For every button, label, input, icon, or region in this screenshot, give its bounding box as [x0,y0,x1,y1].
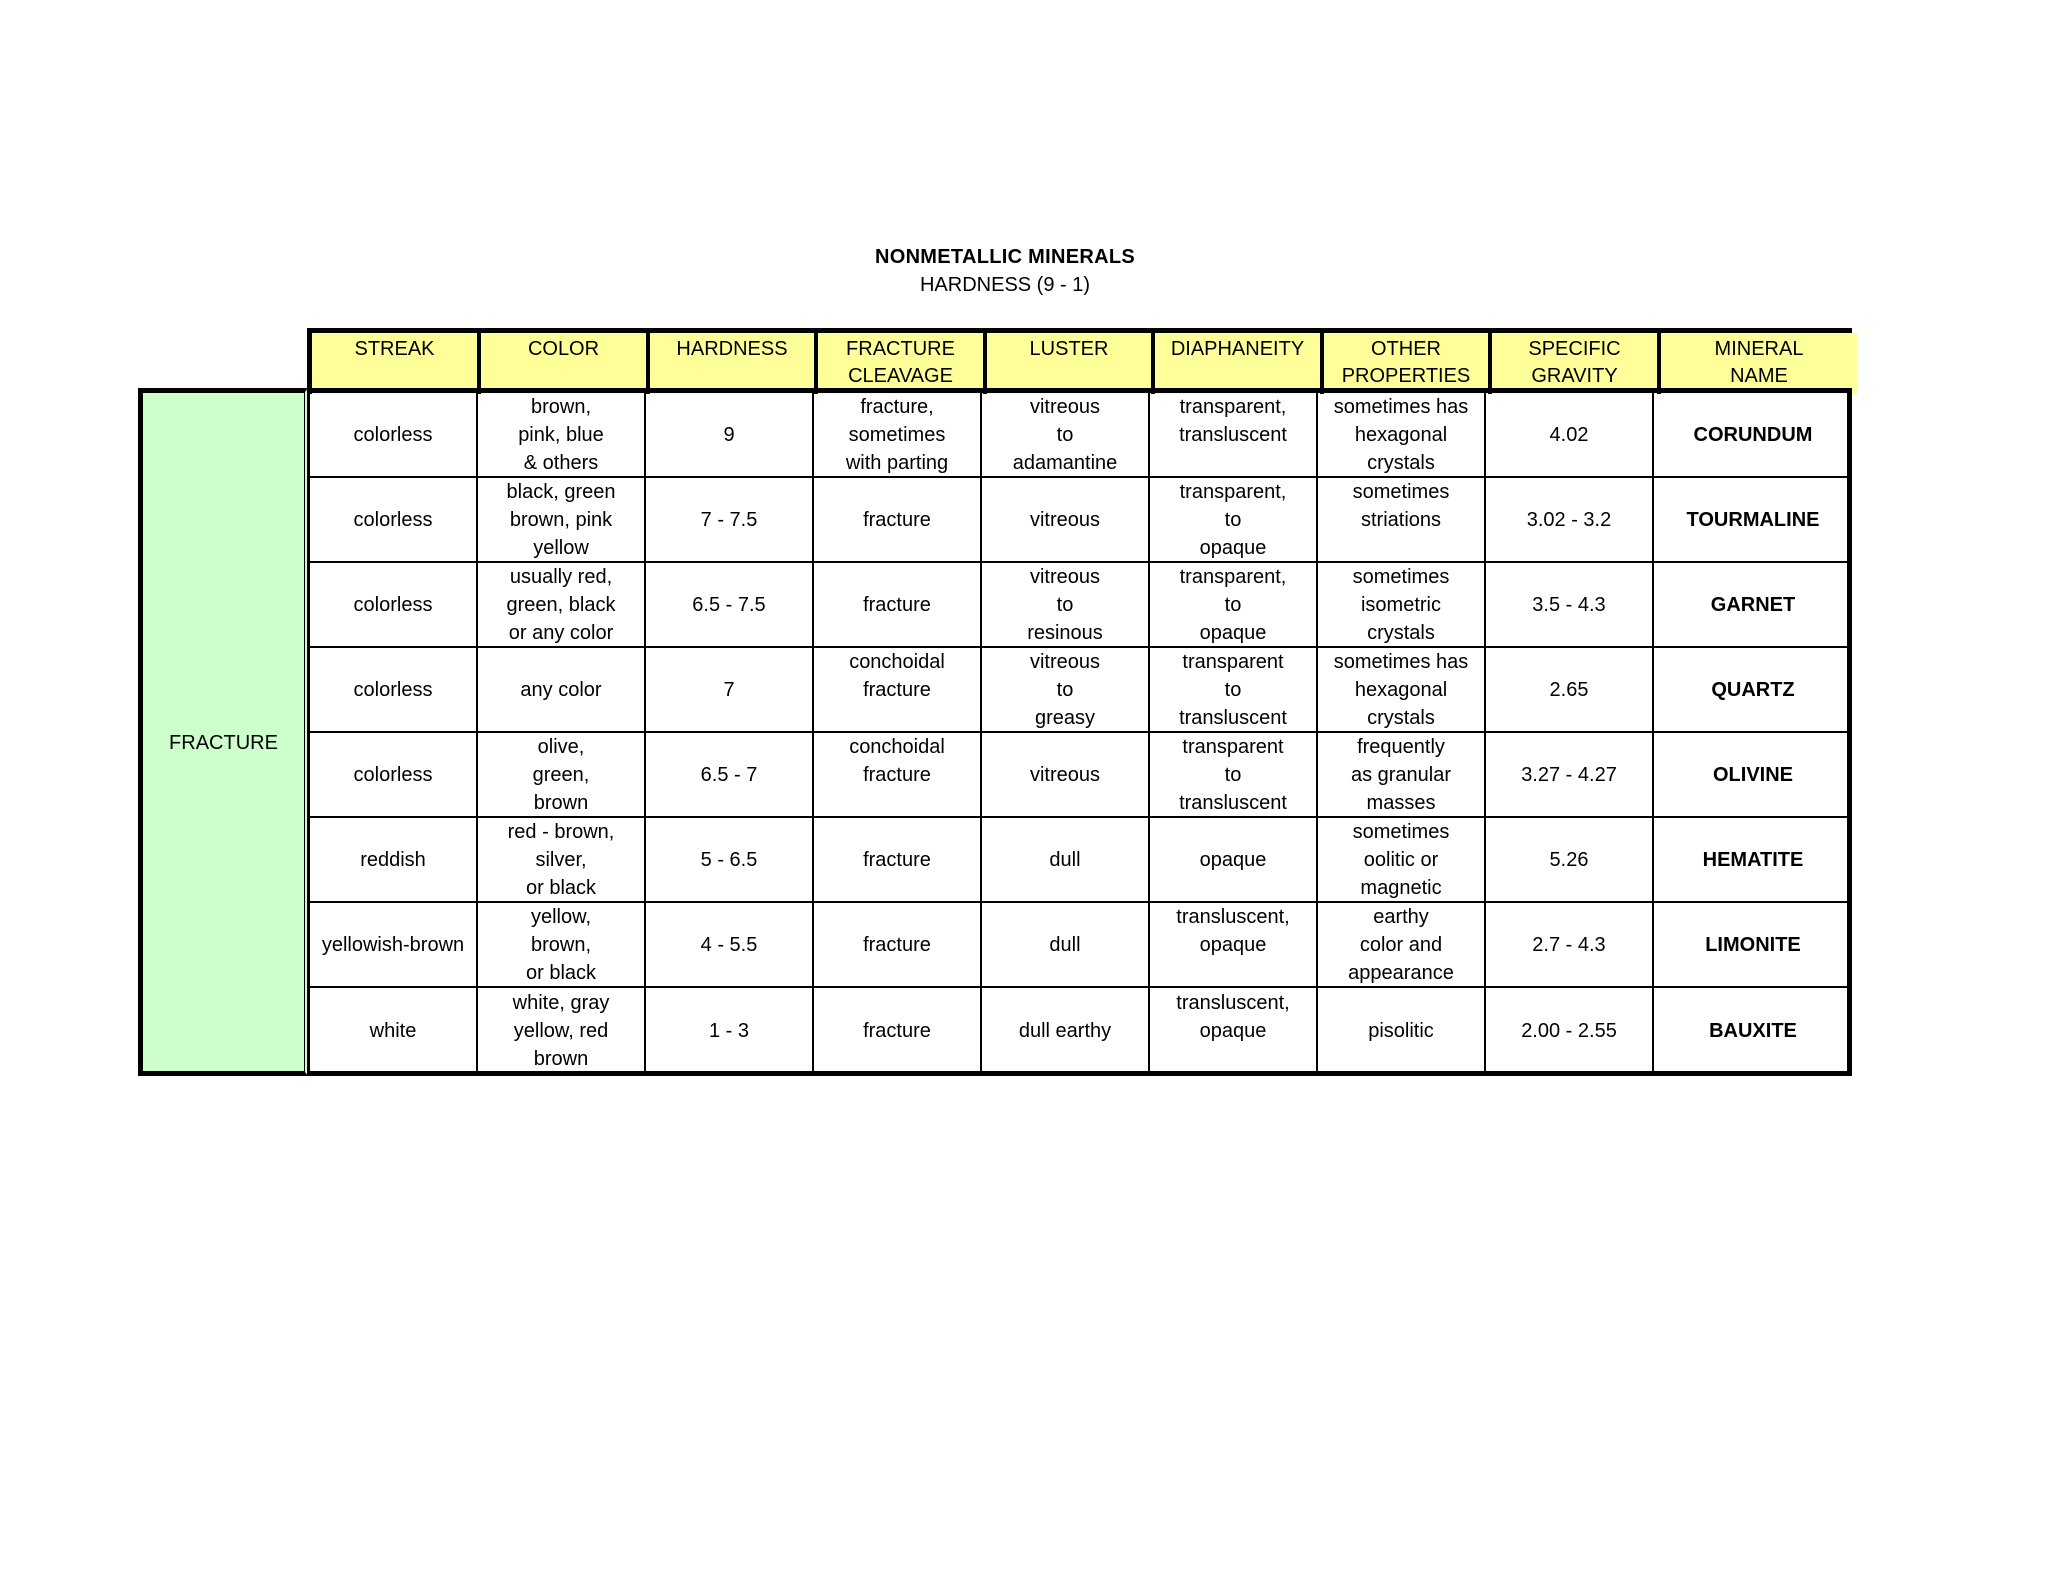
column-header-7 [1492,333,1661,394]
cell-line: 7 - 7.5 [700,508,758,531]
cell-luster [982,733,1150,816]
cell-other [1318,733,1486,816]
cell-line: hexagonal [1354,678,1448,701]
cell-line: conchoidal [849,735,945,758]
cell-gravity [1486,818,1654,901]
cell-line: earthy [1373,905,1429,928]
cell-name [1654,988,1852,1073]
cell-other [1318,818,1486,901]
cell-line: transluscent, [1176,991,1290,1014]
cell-line: 2.00 - 2.55 [1521,1019,1617,1042]
page-title: NONMETALLIC MINERALS [874,246,1136,268]
cell-color [478,818,646,901]
cell-gravity [1486,903,1654,986]
cell-diaphaneity [1150,818,1318,901]
cell-other [1318,393,1486,476]
cell-diaphaneity [1150,648,1318,731]
cell-line: fracture [863,593,931,616]
cell-streak [310,818,478,901]
cell-fracture [814,903,982,986]
cell-streak [310,393,478,476]
cell-line: fracture [863,848,931,871]
cell-line: sometimes [1352,480,1450,503]
cell-line: colorless [353,593,433,616]
cell-fracture [814,393,982,476]
cell-luster [982,393,1150,476]
cell-line [894,704,900,732]
cell-line: OLIVINE [1712,763,1793,786]
column-header-line: GRAVITY [1531,365,1618,387]
cell-diaphaneity [1150,393,1318,476]
cell-line: dull earthy [1018,1019,1112,1042]
cell-line: opaque [1199,621,1267,644]
cell-line: yellowish-brown [321,933,465,956]
cell-fracture [814,988,982,1073]
cell-hardness [646,733,814,816]
cell-gravity [1486,733,1654,816]
cell-line: brown [533,1047,589,1070]
cell-line: to [1056,593,1074,616]
cell-line: olive, [537,735,585,758]
table-row [310,563,1847,648]
cell-line: transparent, [1179,565,1287,588]
cell-fracture [814,733,982,816]
cell-line: 3.27 - 4.27 [1521,763,1617,786]
cell-line: dull [1049,848,1081,871]
cell-gravity [1486,988,1654,1073]
cell-streak [310,648,478,731]
cell-line: any color [520,678,602,701]
cell-streak [310,733,478,816]
column-header-1 [481,333,650,394]
column-header-5 [1155,333,1324,394]
cell-line: colorless [353,763,433,786]
cell-streak [310,563,478,646]
cell-line: sometimes has [1333,650,1469,673]
cell-gravity [1486,563,1654,646]
cell-line: crystals [1367,451,1435,474]
cell-line: GARNET [1710,593,1796,616]
cell-color [478,903,646,986]
cell-diaphaneity [1150,478,1318,561]
column-header-line: OTHER [1371,338,1441,360]
cell-fracture [814,648,982,731]
cell-line: conchoidal [849,650,945,673]
cell-line: appearance [1348,961,1454,984]
cell-line: LIMONITE [1705,933,1801,956]
cell-line: to [1224,678,1242,701]
cell-line: black, green [506,480,616,503]
cell-line: sometimes [1352,565,1450,588]
cell-line: vitreous [1029,508,1101,531]
cell-line: vitreous [1029,395,1101,418]
cell-gravity [1486,648,1654,731]
cell-luster [982,563,1150,646]
cell-hardness [646,478,814,561]
cell-line: yellow [533,536,589,559]
cell-line: isometric [1360,593,1441,616]
cell-line: vitreous [1029,565,1101,588]
cell-line: striations [1360,508,1442,531]
cell-hardness [646,903,814,986]
cell-streak [310,988,478,1073]
cell-line: opaque [1199,848,1267,871]
cell-line: brown, pink [509,508,613,531]
column-header-line: DIAPHANEITY [1170,338,1305,360]
table-header-row [307,328,1852,394]
cell-luster [982,988,1150,1073]
cell-name [1654,478,1852,561]
cell-line: masses [1366,791,1436,814]
cell-line: vitreous [1029,650,1101,673]
cell-line: greasy [1034,706,1096,729]
table-row [310,818,1847,903]
cell-name [1654,818,1852,901]
cell-name [1654,393,1852,476]
cell-fracture [814,563,982,646]
cell-fracture [814,818,982,901]
cell-line: 2.65 [1549,678,1589,701]
cell-line: brown [533,791,589,814]
cell-line: transparent [1182,735,1284,758]
table-row [310,988,1847,1073]
column-header-4 [987,333,1155,394]
cell-line: brown, [530,933,592,956]
cell-name [1654,903,1852,986]
cell-luster [982,478,1150,561]
column-header-line: NAME [1730,365,1788,387]
cell-line: 3.5 - 4.3 [1532,593,1606,616]
cell-line: brown, [530,395,592,418]
table-row [310,393,1847,478]
column-header-line: COLOR [527,338,600,360]
cell-line: yellow, [530,905,592,928]
column-header-3 [818,333,987,394]
cell-line: dull [1049,933,1081,956]
cell-luster [982,903,1150,986]
cell-line: to [1224,508,1242,531]
cell-color [478,478,646,561]
cell-line: green, [532,763,590,786]
cell-line: hexagonal [1354,423,1448,446]
cell-line: transluscent, [1176,905,1290,928]
cell-line: colorless [353,678,433,701]
cell-line: crystals [1367,621,1435,644]
cell-line: 2.7 - 4.3 [1532,933,1606,956]
cell-line: pink, blue [518,423,604,446]
cell-line: 5 - 6.5 [700,848,758,871]
cell-hardness [646,648,814,731]
cell-line [894,789,900,817]
page-subtitle: HARDNESS (9 - 1) [919,274,1091,296]
cell-color [478,733,646,816]
cell-line: to [1056,678,1074,701]
table-row [310,733,1847,818]
cell-line: BAUXITE [1709,1019,1797,1042]
cell-streak [310,903,478,986]
cell-name [1654,648,1852,731]
cell-line: transluscent [1179,423,1287,446]
cell-line: color and [1359,933,1443,956]
cell-line: 3.02 - 3.2 [1526,508,1612,531]
cell-line: 4 - 5.5 [700,933,758,956]
cell-line: adamantine [1012,451,1118,474]
cell-line: opaque [1199,536,1267,559]
cell-line: CORUNDUM [1693,423,1813,446]
side-label-cell [138,388,308,1076]
cell-line: fracture, [860,395,934,418]
cell-line: fracture [863,508,931,531]
cell-hardness [646,563,814,646]
cell-line: QUARTZ [1711,678,1795,701]
cell-line: 9 [723,423,735,446]
cell-diaphaneity [1150,903,1318,986]
cell-line: as granular [1350,763,1452,786]
cell-line: fracture [863,1019,931,1042]
cell-line: oolitic or [1363,848,1439,871]
cell-line: opaque [1199,1019,1267,1042]
cell-line: transluscent [1179,791,1287,814]
cell-color [478,988,646,1073]
minerals-table [308,388,1852,1076]
cell-line: 5.26 [1549,848,1589,871]
cell-line: crystals [1367,706,1435,729]
cell-hardness [646,818,814,901]
cell-line: transluscent [1179,706,1287,729]
cell-other [1318,648,1486,731]
cell-line: or black [525,876,597,899]
table-row [310,903,1847,988]
cell-line: TOURMALINE [1686,508,1820,531]
cell-line: fracture [863,678,931,701]
cell-line: opaque [1199,933,1267,956]
cell-diaphaneity [1150,733,1318,816]
cell-line: & others [523,451,599,474]
cell-line: silver, [535,848,587,871]
cell-line: to [1056,423,1074,446]
cell-line: white [369,1019,417,1042]
cell-line: 7 [723,678,735,701]
cell-line: 6.5 - 7.5 [692,593,766,616]
cell-line: 1 - 3 [708,1019,750,1042]
cell-line: pisolitic [1368,1019,1434,1042]
cell-line: or any color [508,621,614,644]
cell-line: usually red, [509,565,613,588]
column-header-line: CLEAVAGE [848,365,953,387]
column-header-2 [650,333,818,394]
cell-other [1318,563,1486,646]
cell-line: resinous [1027,621,1103,644]
cell-line: transparent [1182,650,1284,673]
cell-line: to [1224,593,1242,616]
column-header-line: MINERAL [1714,338,1804,360]
cell-hardness [646,988,814,1073]
side-label: FRACTURE [169,731,278,754]
column-header-0 [312,333,481,394]
cell-color [478,563,646,646]
cell-streak [310,478,478,561]
cell-line: sometimes has [1333,395,1469,418]
cell-other [1318,478,1486,561]
column-header-line: SPECIFIC [1528,338,1621,360]
column-header-line: HARDNESS [676,338,788,360]
cell-line: HEMATITE [1702,848,1804,871]
cell-line: sometimes [1352,820,1450,843]
column-header-line: FRACTURE [846,338,955,360]
cell-line: yellow, red [513,1019,609,1042]
cell-line: 6.5 - 7 [700,763,758,786]
cell-gravity [1486,393,1654,476]
column-header-6 [1324,333,1492,394]
cell-line: vitreous [1029,763,1101,786]
cell-line: reddish [360,848,426,871]
cell-hardness [646,393,814,476]
table-row [310,478,1847,563]
column-header-line: PROPERTIES [1341,365,1471,387]
cell-other [1318,903,1486,986]
cell-name [1654,733,1852,816]
cell-line: green, black [506,593,616,616]
column-header-line: LUSTER [1029,338,1109,360]
cell-line [1230,1045,1236,1073]
cell-diaphaneity [1150,563,1318,646]
cell-line: or black [525,961,597,984]
table-row [310,648,1847,733]
cell-line: sometimes [848,423,946,446]
cell-other [1318,988,1486,1073]
cell-line: colorless [353,423,433,446]
cell-line: frequently [1357,735,1445,758]
cell-color [478,393,646,476]
cell-luster [982,818,1150,901]
column-header-8 [1661,333,1857,394]
cell-line [1230,449,1236,477]
cell-line [1230,959,1236,987]
cell-line: colorless [353,508,433,531]
cell-line: with parting [845,451,949,474]
cell-diaphaneity [1150,988,1318,1073]
cell-line: magnetic [1360,876,1442,899]
cell-line: transparent, [1179,395,1287,418]
cell-line [1398,534,1404,562]
cell-gravity [1486,478,1654,561]
cell-line: transparent, [1179,480,1287,503]
cell-name [1654,563,1852,646]
cell-line: 4.02 [1549,423,1589,446]
cell-color [478,648,646,731]
cell-fracture [814,478,982,561]
cell-line: white, gray [512,991,610,1014]
column-header-line: STREAK [354,338,435,360]
cell-luster [982,648,1150,731]
cell-line: fracture [863,933,931,956]
cell-line: to [1224,763,1242,786]
cell-line: red - brown, [507,820,615,843]
cell-line: fracture [863,763,931,786]
